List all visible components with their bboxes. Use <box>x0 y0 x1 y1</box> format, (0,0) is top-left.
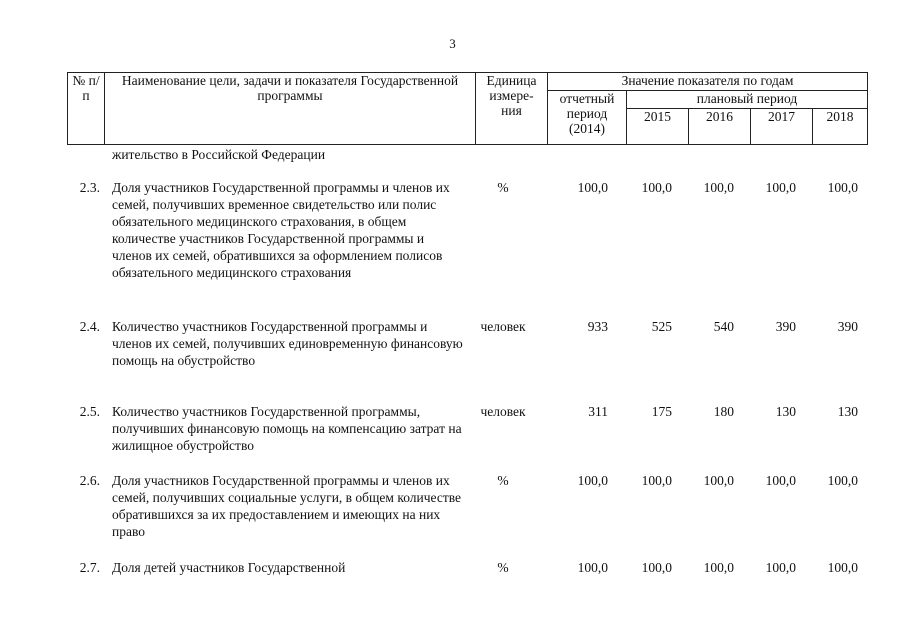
row-2016: 100,0 <box>703 473 734 488</box>
row-base: 933 <box>587 319 608 334</box>
row-2016: 180 <box>713 404 734 419</box>
row-2015: 525 <box>651 319 672 334</box>
row-2016: 100,0 <box>703 560 734 575</box>
header-reporting-period: отчетный период (2014) <box>548 91 627 145</box>
row-2016: 100,0 <box>703 180 734 195</box>
row-2016: 540 <box>713 319 734 334</box>
row-num: 2.5. <box>79 404 100 419</box>
row-num: 2.4. <box>79 319 100 334</box>
row-base: 100,0 <box>577 473 608 488</box>
row-base: 100,0 <box>577 560 608 575</box>
table-header <box>67 72 868 145</box>
row-unit: человек <box>480 319 526 334</box>
table-row <box>67 179 867 281</box>
header-planned-period: плановый период <box>627 91 868 109</box>
header-year-2015: 2015 <box>627 109 689 145</box>
table-row <box>67 472 867 540</box>
row-unit: % <box>497 560 509 575</box>
row-2017: 130 <box>775 404 796 419</box>
row-name: Количество участников Государственной программы, получивших финансовую помощь на компенсацию затрат на жилищное обустройство <box>112 404 462 453</box>
row-2018: 390 <box>837 319 858 334</box>
row-num: 2.6. <box>79 473 100 488</box>
table-row <box>67 318 867 369</box>
row-2017: 100,0 <box>765 473 796 488</box>
table-row <box>67 403 867 454</box>
row-2017: 100,0 <box>765 560 796 575</box>
header-year-2018: 2018 <box>813 109 868 145</box>
header-name: Наименование цели, задачи и показателя Государственной программы <box>105 73 476 145</box>
row-unit: % <box>497 473 509 488</box>
continuation-text: жительство в Российской Федерации <box>112 147 326 162</box>
row-2018: 130 <box>837 404 858 419</box>
table-row <box>67 559 867 576</box>
row-2017: 100,0 <box>765 180 796 195</box>
continuation-row <box>67 146 867 163</box>
row-2015: 100,0 <box>641 560 672 575</box>
header-unit: Единица измере- ния <box>476 73 548 145</box>
row-num: 2.3. <box>79 180 100 195</box>
row-2018: 100,0 <box>827 473 858 488</box>
row-2018: 100,0 <box>827 180 858 195</box>
row-base: 100,0 <box>577 180 608 195</box>
row-2015: 100,0 <box>641 473 672 488</box>
header-year-2016: 2016 <box>689 109 751 145</box>
header-year-2017: 2017 <box>751 109 813 145</box>
row-2015: 100,0 <box>641 180 672 195</box>
row-name: Доля участников Государственной программы и членов их семей, получивших временное свидетельство или полис обязательного медицинского страхования, в общем количестве участников Государственной программы и членов их семей, обратившихся за оформлением полисов обязательного медицинского страхования <box>112 180 450 280</box>
row-unit: человек <box>480 404 526 419</box>
row-2017: 390 <box>775 319 796 334</box>
page-number: 3 <box>449 36 456 51</box>
row-unit: % <box>497 180 509 195</box>
row-name: Доля детей участников Государственной <box>112 560 346 575</box>
header-num: № п/п <box>68 73 105 145</box>
row-num: 2.7. <box>79 560 100 575</box>
row-2015: 175 <box>651 404 672 419</box>
header-values-group: Значение показателя по годам <box>548 73 868 91</box>
row-name: Количество участников Государственной программы и членов их семей, получивших единовременную финансовую помощь на обустройство <box>112 319 463 368</box>
row-base: 311 <box>588 404 608 419</box>
row-name: Доля участников Государственной программы и членов их семей, получивших социальные услуги, в общем количестве обратившихся за их предоставлением и имеющих на них право <box>112 473 462 539</box>
row-2018: 100,0 <box>827 560 858 575</box>
